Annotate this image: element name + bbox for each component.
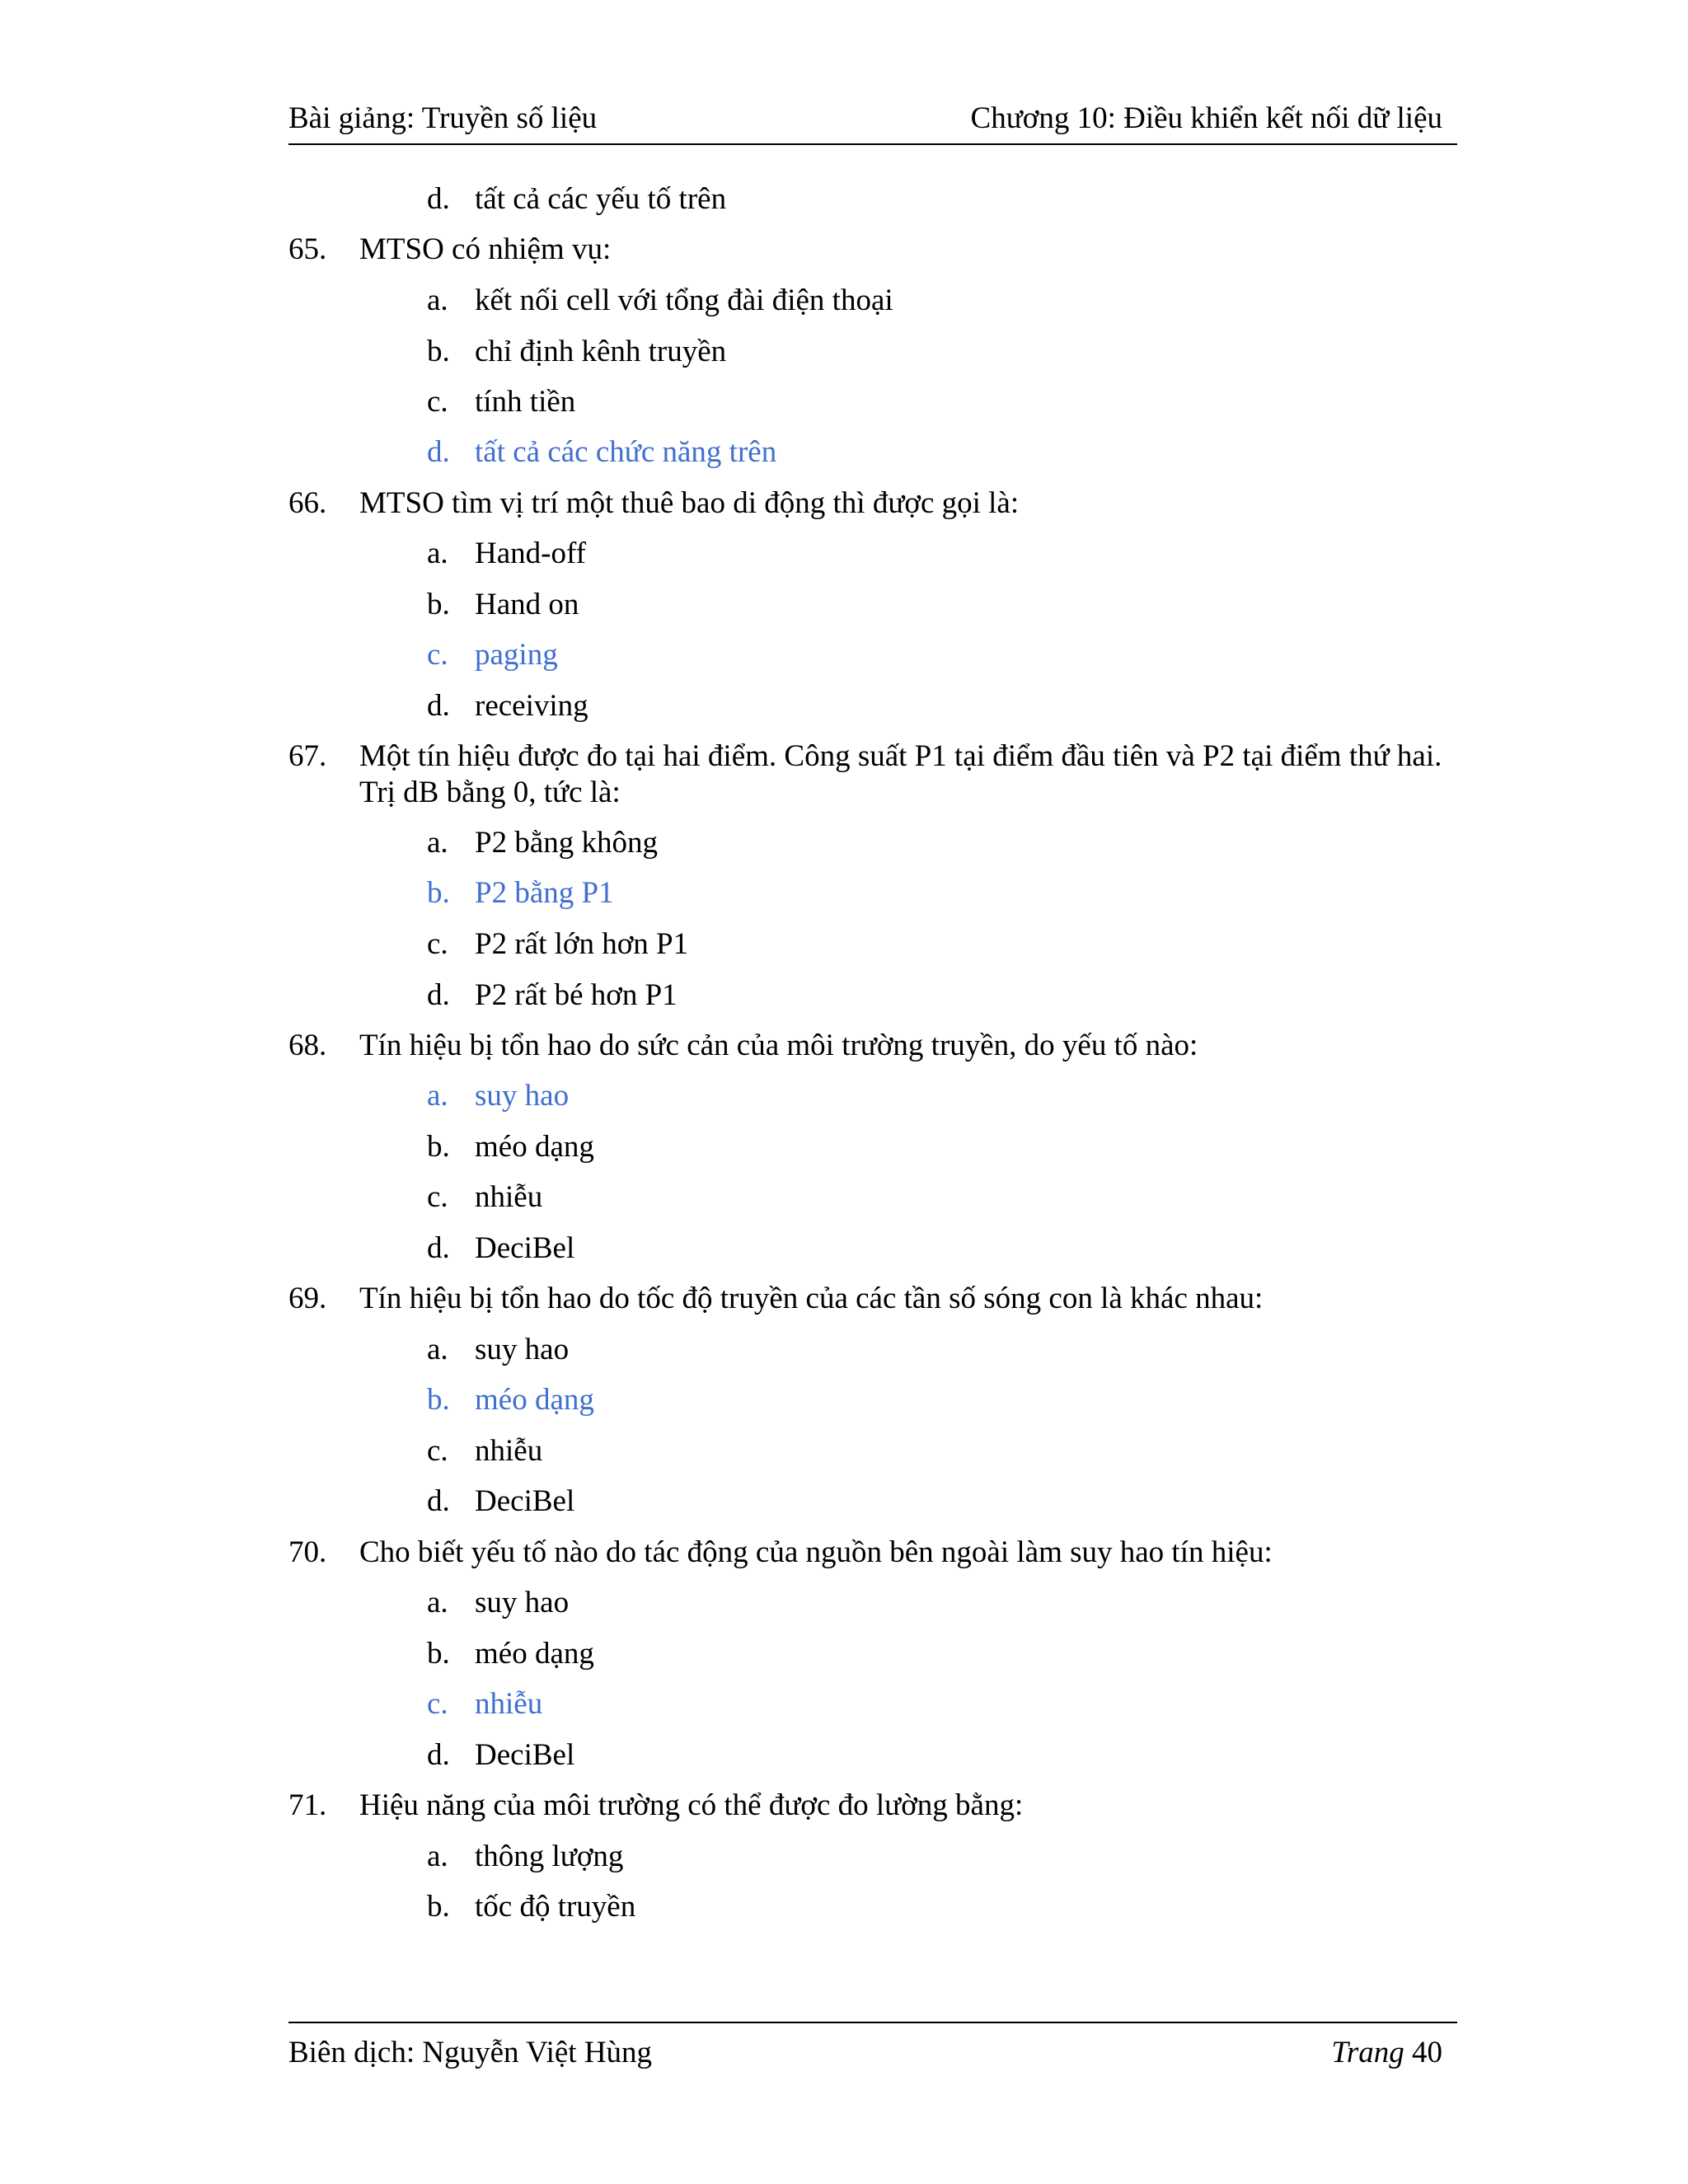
- option-text: kết nối cell với tổng đài điện thoại: [475, 284, 893, 317]
- option-text: tốc độ truyền: [475, 1890, 636, 1924]
- option-label: d.: [427, 689, 450, 723]
- question-number: 67.: [288, 739, 327, 773]
- option-text-correct: paging: [475, 638, 558, 672]
- option-label: c.: [427, 1434, 448, 1468]
- question-text: Tín hiệu bị tổn hao do tốc độ truyền của các tần số sóng con là khác nhau:: [359, 1282, 1264, 1315]
- header-course-title: Bài giảng: Truyền số liệu: [288, 101, 598, 135]
- option-label: d.: [427, 182, 450, 216]
- option-text: DeciBel: [475, 1738, 575, 1772]
- option-label: c.: [427, 1180, 448, 1214]
- option-label: b.: [427, 1383, 450, 1417]
- option-text: suy hao: [475, 1586, 570, 1619]
- option-text: DeciBel: [475, 1231, 575, 1265]
- option-text-correct: suy hao: [475, 1079, 570, 1113]
- footer-page-number: [1331, 2035, 1442, 2070]
- option-text-correct: P2 bằng P1: [475, 876, 614, 910]
- question-text: Tín hiệu bị tổn hao do sức cản của môi trường truyền, do yếu tố nào:: [359, 1029, 1198, 1062]
- question-number: 66.: [288, 486, 327, 520]
- question-text: Cho biết yếu tố nào do tác động của nguồn bên ngoài làm suy hao tín hiệu:: [359, 1535, 1273, 1569]
- option-label: c.: [427, 1687, 448, 1721]
- footer-translator: Biên dịch: Nguyễn Việt Hùng: [288, 2036, 653, 2069]
- option-text-correct: méo dạng: [475, 1383, 594, 1417]
- option-text: nhiễu: [475, 1180, 543, 1214]
- option-label: b.: [427, 1130, 450, 1164]
- question-number: 69.: [288, 1282, 327, 1315]
- option-text: nhiễu: [475, 1434, 543, 1468]
- option-text: Hand-off: [475, 537, 586, 570]
- option-label: a.: [427, 1840, 448, 1873]
- option-text: Hand on: [475, 588, 579, 621]
- option-label: c.: [427, 927, 448, 961]
- option-label: b.: [427, 335, 450, 368]
- option-label: a.: [427, 284, 448, 317]
- option-text: P2 rất bé hơn P1: [475, 978, 678, 1012]
- option-text-correct: tất cả các chức năng trên: [475, 435, 777, 469]
- option-label: b.: [427, 1637, 450, 1671]
- option-text: tất cả các yếu tố trên: [475, 182, 727, 216]
- header-chapter-title: Chương 10: Điều khiển kết nối dữ liệu: [970, 101, 1442, 135]
- option-text: P2 bằng không: [475, 826, 658, 860]
- option-text: DeciBel: [475, 1484, 575, 1518]
- option-label: b.: [427, 876, 450, 910]
- option-label: b.: [427, 1890, 450, 1924]
- option-label: a.: [427, 1333, 448, 1366]
- option-text: thông lượng: [475, 1840, 624, 1873]
- question-number: 70.: [288, 1535, 327, 1569]
- option-label: a.: [427, 826, 448, 860]
- option-label: a.: [427, 1079, 448, 1113]
- question-number: 68.: [288, 1029, 327, 1062]
- option-text: suy hao: [475, 1333, 570, 1366]
- option-text: P2 rất lớn hơn P1: [475, 927, 689, 961]
- page-word: Trang: [1331, 2036, 1404, 2069]
- option-label: d.: [427, 1484, 450, 1518]
- option-text: receiving: [475, 689, 588, 723]
- question-number: 71.: [288, 1788, 327, 1822]
- question-text: Hiệu năng của môi trường có thể được đo lường bằng:: [359, 1788, 1024, 1822]
- option-label: d.: [427, 1738, 450, 1772]
- option-text-correct: nhiễu: [475, 1687, 543, 1721]
- option-label: b.: [427, 588, 450, 621]
- question-text: Một tín hiệu được đo tại hai điểm. Công suất P1 tại điểm đầu tiên và P2 tại điểm thứ hai. Trị dB bằng 0, tức là:: [359, 739, 1442, 809]
- option-label: c.: [427, 385, 448, 419]
- question-number: 65.: [288, 232, 327, 266]
- option-text: méo dạng: [475, 1637, 594, 1671]
- option-text: tính tiền: [475, 385, 576, 419]
- page-number: 40: [1412, 2036, 1442, 2069]
- option-label: a.: [427, 1586, 448, 1619]
- option-label: d.: [427, 1231, 450, 1265]
- option-label: d.: [427, 978, 450, 1012]
- option-label: d.: [427, 435, 450, 469]
- option-label: c.: [427, 638, 448, 672]
- option-label: a.: [427, 537, 448, 570]
- option-text: chỉ định kênh truyền: [475, 335, 727, 368]
- option-text: méo dạng: [475, 1130, 594, 1164]
- question-text: MTSO có nhiệm vụ:: [359, 232, 612, 266]
- question-text: MTSO tìm vị trí một thuê bao di động thì được gọi là:: [359, 486, 1020, 520]
- page-footer: [288, 2022, 1457, 2081]
